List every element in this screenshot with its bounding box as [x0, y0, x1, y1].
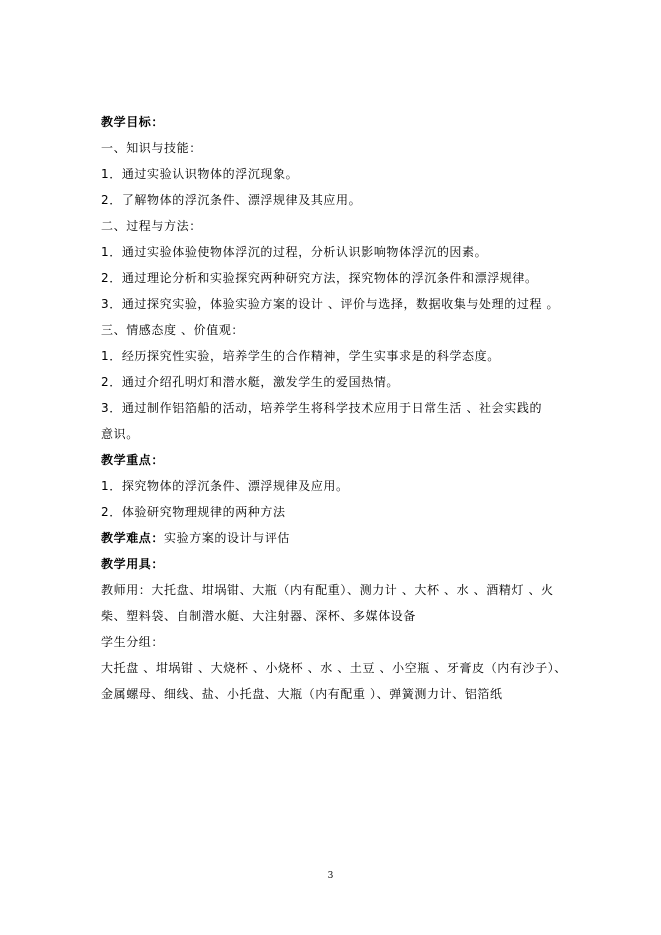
process-item: 3．通过探究实验，体验实验方案的设计 、评价与选择，数据收集与处理的过程 。 [101, 297, 560, 311]
knowledge-heading: 一、知识与技能： [101, 141, 202, 155]
key-point-item: 1．探究物体的浮沉条件、漂浮规律及应用。 [101, 479, 349, 493]
student-group-heading: 学生分组： [101, 635, 165, 649]
attitude-item: 2．通过介绍孔明灯和潜水艇，激发学生的爱国热情。 [101, 375, 400, 389]
difficulty-label: 教学难点： [101, 531, 165, 545]
knowledge-item: 2．了解物体的浮沉条件、漂浮规律及其应用。 [101, 193, 362, 207]
key-point-item: 2．体验研究物理规律的两种方法 [101, 505, 286, 519]
teacher-tools-line: 教师用：大托盘、坩埚钳、大瓶（内有配重）、测力计 、大杯 、水 、酒精灯 、火 [101, 583, 554, 597]
objectives-heading: 教学目标： [101, 115, 165, 129]
attitude-item-continuation: 意识。 [101, 427, 139, 441]
knowledge-item: 1．通过实验认识物体的浮沉现象。 [101, 167, 299, 181]
attitude-heading: 三、情感态度 、价值观： [101, 323, 245, 337]
process-item: 2．通过理论分析和实验探究两种研究方法，探究物体的浮沉条件和漂浮规律。 [101, 271, 538, 285]
attitude-item: 1．经历探究性实验，培养学生的合作精神，学生实事求是的科学态度。 [101, 349, 500, 363]
process-heading: 二、过程与方法： [101, 219, 202, 233]
teacher-tools-line: 柴、塑料袋、自制潜水艇、大注射器、深杯、多媒体设备 [101, 609, 417, 623]
difficulty-line [101, 530, 290, 546]
difficulty-text: 实验方案的设计与评估 [164, 531, 291, 545]
process-item: 1．通过实验体验使物体浮沉的过程，分析认识影响物体浮沉的因素。 [101, 245, 488, 259]
student-tools-line: 大托盘 、坩埚钳 、大烧杯 、小烧杯 、水 、土豆 、小空瓶 、牙膏皮（内有沙子）、 [101, 661, 567, 675]
key-points-heading: 教学重点： [101, 453, 165, 467]
student-tools-line: 金属螺母、细线、盐、小托盘、大瓶（内有配重 ）、弹簧测力计、铝箔纸 [101, 687, 503, 701]
tools-heading: 教学用具： [101, 557, 165, 571]
page-number: 3 [327, 871, 334, 881]
attitude-item: 3．通过制作铝箔船的活动，培养学生将科学技术应用于日常生活 、社会实践的 [101, 401, 543, 415]
